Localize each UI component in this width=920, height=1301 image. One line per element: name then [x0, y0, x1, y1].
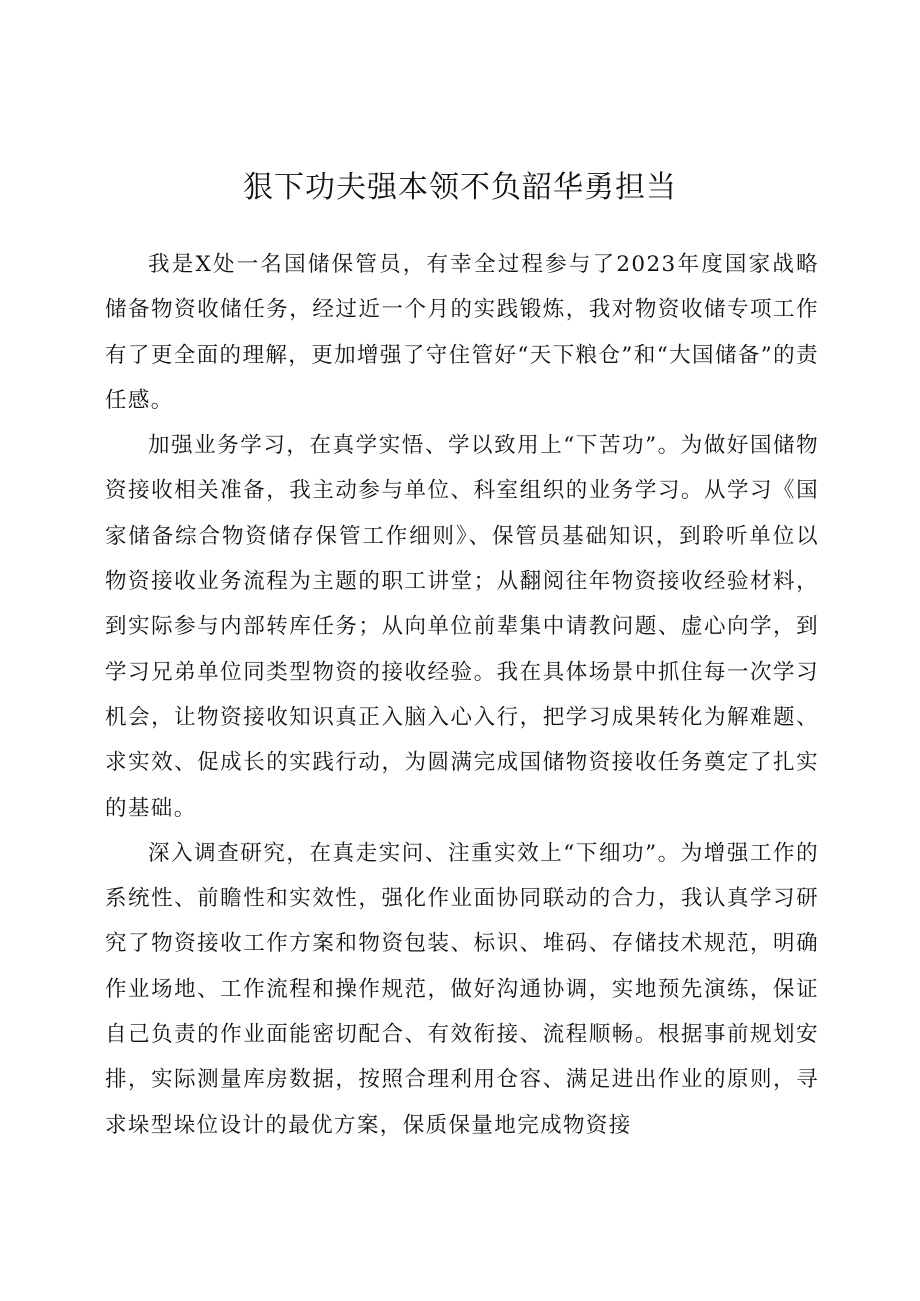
page-title: 狠下功夫强本领不负韶华勇担当 [243, 170, 677, 205]
document-body [105, 242, 819, 1148]
paragraph-study: 加强业务学习，在真学实悟、学以致用上“下苦功”。为做好国储物资接收相关准备，我主动参与单位、科室组织的业务学习。从学习《国家储备综合物资储存保管工作细则》、保管员基础知识，到聆听单位以物资接收业务流程为主题的职工讲堂；从翻阅往年物资接收经验材料，到实际参与内部转库任务；从向单位前辈集中请教问题、虚心向学，到学习兄弟单位同类型物资的接收经验。我在具体场景中抓住每一次学习机会，让物资接收知识真正入脑入心入行，把学习成果转化为解难题、求实效、促成长的实践行动，为圆满完成国储物资接收任务奠定了扎实的基础。 [105, 433, 819, 821]
paragraph-research: 深入调查研究，在真走实问、注重实效上“下细功”。为增强工作的系统性、前瞻性和实效性，强化作业面协同联动的合力，我认真学习研究了物资接收工作方案和物资包装、标识、堆码、存储技术规范，明确作业场地、工作流程和操作规范，做好沟通协调，实地预先演练，保证自己负责的作业面能密切配合、有效衔接、流程顺畅。根据事前规划安排，实际测量库房数据，按照合理利用仓容、满足进出作业的原则，寻求垛型垛位设计的最优方案，保质保量地完成物资接 [105, 840, 819, 1138]
paragraph-intro: 我是X处一名国储保管员，有幸全过程参与了2023年度国家战略储备物资收储任务，经过近一个月的实践锻炼，我对物资收储专项工作有了更全面的理解，更加增强了守住管好“天下粮仓”和“大国储备”的责任感。 [105, 252, 819, 413]
